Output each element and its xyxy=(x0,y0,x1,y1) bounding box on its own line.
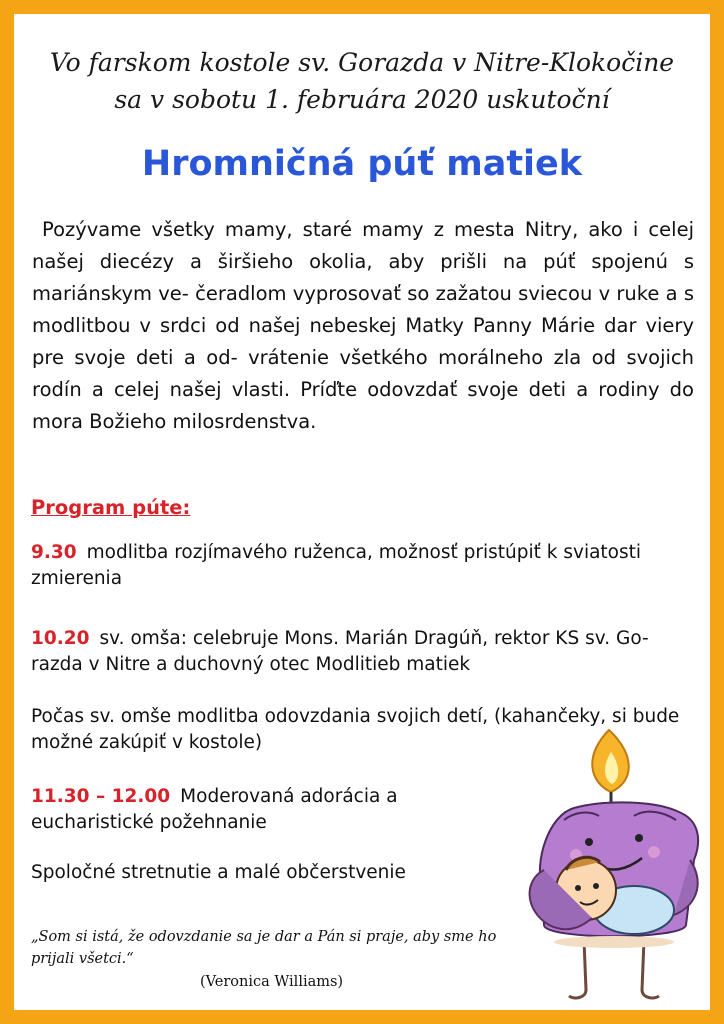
program-item xyxy=(31,626,681,678)
program-text: modlitba rozjímavého ruženca, možnosť pristúpiť k sviatosti zmierenia xyxy=(31,542,642,589)
candle-flame-icon xyxy=(592,730,628,806)
intro-line: diecézy a širšieho okolia, aby prišli na púť spojenú s mariánskym ve- xyxy=(32,250,694,305)
intro-line: vrátenie všetkého morálneho zla od svojich rodín a celej našej vlasti. xyxy=(32,346,694,401)
page-title: Hromničná púť matiek xyxy=(141,144,583,184)
program-time: 9.30 xyxy=(31,542,77,563)
intro-line: od našej nebeskej Matky Panny Márie dar viery pre svoje deti a od- xyxy=(32,314,694,369)
program-text: Spoločné stretnutie a malé občerstvenie xyxy=(31,862,406,883)
header-line-1: Vo farskom kostole sv. Gorazda v Nitre-Klokočine xyxy=(49,48,675,77)
intro-line: Príďte odovzdať svoje deti a rodiny do mora Božieho milosrdenstva. xyxy=(32,378,694,433)
candle-mother-illustration xyxy=(514,720,714,1010)
quote-author: (Veronica Williams) xyxy=(200,974,344,990)
program-text: Moderovaná adorácia a eucharistické požehnanie xyxy=(31,786,398,833)
program-item xyxy=(31,540,681,592)
program-text: Počas sv. omše modlitba odovzdania svojich detí, (kahančeky, si bude možné zakúpiť v kostole) xyxy=(31,706,680,753)
program-heading: Program púte: xyxy=(31,496,191,519)
program-text: sv. omša: celebruje Mons. Marián Dragúň, rektor KS sv. Go-razda v Nitre a duchovný otec Modlitieb matiek xyxy=(31,628,649,675)
program-item xyxy=(31,784,511,836)
header xyxy=(14,44,710,118)
intro-line: Pozývame všetky mamy, staré mamy z mesta Nitry, ako i celej našej xyxy=(32,218,694,273)
quote: „Som si istá, že odovzdanie sa je dar a Pán si praje, aby sme ho prijali všetci.“ xyxy=(31,929,497,967)
program-time: 11.30 – 12.00 xyxy=(31,786,171,807)
program-time: 10.20 xyxy=(31,628,90,649)
intro-line: čeradlom vyprosovať so zažatou sviecou v ruke a s modlitbou v srdci xyxy=(32,282,694,337)
poster-page xyxy=(14,14,710,1010)
intro-paragraph xyxy=(32,214,694,438)
candle-feet xyxy=(554,936,674,998)
header-line-2: sa v sobotu 1. februára 2020 uskutoční xyxy=(114,85,610,114)
